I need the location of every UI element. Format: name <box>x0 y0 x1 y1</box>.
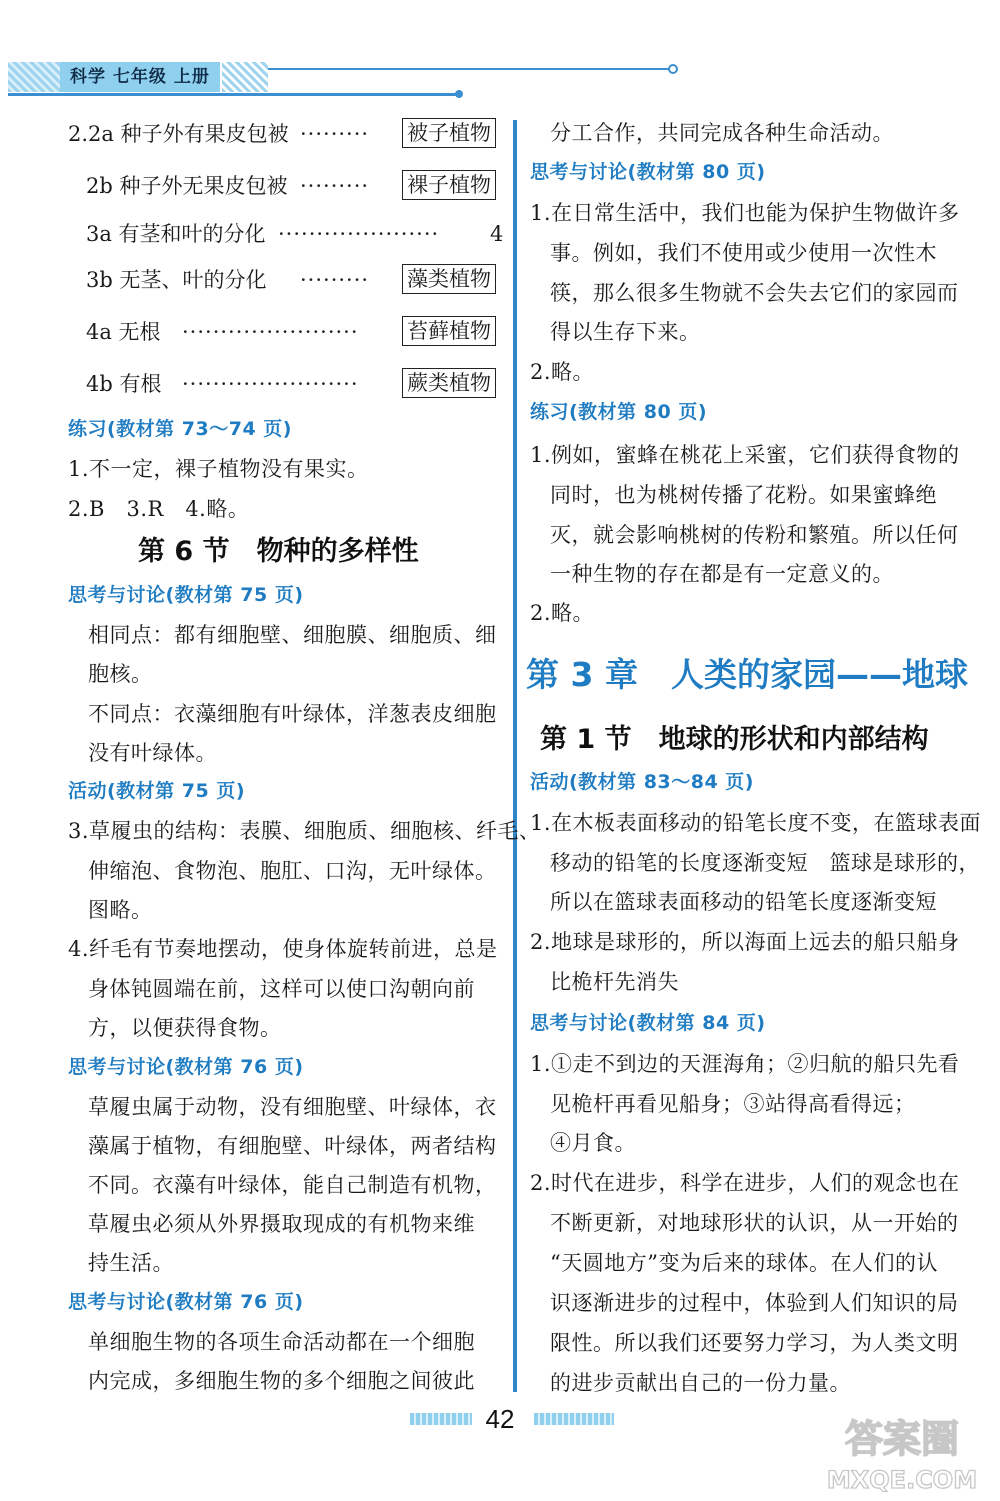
header-rule-top <box>268 68 670 70</box>
section-heading: 练习(教材第 80 页) <box>530 401 708 423</box>
section-heading: 思考与讨论(教材第 76 页) <box>68 1291 304 1313</box>
answer-line: 得以生存下来。 <box>550 320 701 344</box>
answer-line: 识逐渐进步的过程中，体验到人们知识的局 <box>550 1291 959 1315</box>
watermark-logo <box>812 1406 992 1496</box>
key-result-box: 藻类植物 <box>402 264 496 294</box>
header-decor-band <box>8 62 60 92</box>
answer-line: 2.地球是球形的，所以海面上远去的船只船身 <box>530 930 960 954</box>
answer-line: 1.不一定，裸子植物没有果实。 <box>68 457 369 481</box>
section-title: 第 6 节 物种的多样性 <box>138 536 419 567</box>
page-number: 42 <box>485 1404 515 1434</box>
key-text: 4a 无根 <box>86 320 161 344</box>
answer-line: 事。例如，我们不使用或少使用一次性木 <box>550 241 937 265</box>
answer-line: “天圆地方”变为后来的球体。在人们的认 <box>550 1251 938 1275</box>
column-divider <box>513 120 517 1392</box>
section-heading: 思考与讨论(教材第 75 页) <box>68 584 304 606</box>
section-heading: 思考与讨论(教材第 76 页) <box>68 1056 304 1078</box>
header-dot-icon <box>455 90 463 98</box>
section-heading: 活动(教材第 83～84 页) <box>530 771 754 793</box>
answer-line: 2.略。 <box>530 601 595 625</box>
key-row <box>86 264 504 296</box>
answer-line: 1.在木板表面移动的铅笔长度不变，在篮球表面 <box>530 811 982 835</box>
chapter-title: 第 3 章 人类的家园——地球 <box>526 655 968 694</box>
key-result-box: 裸子植物 <box>402 170 496 200</box>
answer-line: 比桅杆先消失 <box>550 970 679 994</box>
answer-line: 同时，也为桃树传播了花粉。如果蜜蜂绝 <box>550 483 937 507</box>
answer-line: 没有叶绿体。 <box>88 741 217 765</box>
answer-line: 筷，那么很多生物就不会失去它们的家园而 <box>550 281 959 305</box>
header-circle-icon <box>668 64 678 74</box>
answer-line: 图略。 <box>88 898 153 922</box>
answer-line: 移动的铅笔的长度逐渐变短 篮球是球形的， <box>550 851 980 875</box>
key-row <box>86 170 504 202</box>
footer-decor-right <box>534 1413 614 1425</box>
answer-line: 4.纤毛有节奏地摆动，使身体旋转前进，总是 <box>68 937 498 961</box>
watermark-line2: MXQE.COM <box>826 1466 978 1494</box>
key-result-box: 苔藓植物 <box>402 316 496 346</box>
answer-line: 3.草履虫的结构：表膜、细胞质、细胞核、纤毛、 <box>68 819 541 843</box>
key-row <box>68 118 504 150</box>
section-heading: 思考与讨论(教材第 84 页) <box>530 1012 766 1034</box>
answer-line: 持生活。 <box>88 1251 174 1275</box>
leader-dots: ········· <box>300 174 370 198</box>
section-heading: 练习(教材第 73～74 页) <box>68 418 292 440</box>
answer-line: 2.B 3.R 4.略。 <box>68 497 250 521</box>
header-decor-stripe <box>222 62 268 92</box>
answer-line: 分工合作，共同完成各种生命活动。 <box>550 121 894 145</box>
footer-decor-left <box>410 1413 472 1425</box>
section-heading: 活动(教材第 75 页) <box>68 780 246 802</box>
book-title: 科学 七年级 上册 <box>60 62 220 92</box>
key-row <box>86 368 504 400</box>
answer-line: 不断更新，对地球形状的认识，从一开始的 <box>550 1211 959 1235</box>
answer-line: 见桅杆再看见船身；③站得高看得远； <box>550 1092 916 1116</box>
page-header <box>0 56 1000 106</box>
key-result-box: 被子植物 <box>402 118 496 148</box>
answer-line: 所以在篮球表面移动的铅笔长度逐渐变短 <box>550 890 937 914</box>
section-title: 第 1 节 地球的形状和内部结构 <box>540 724 929 755</box>
answer-line: 1.例如，蜜蜂在桃花上采蜜，它们获得食物的 <box>530 443 960 467</box>
key-result-box: 蕨类植物 <box>402 368 496 398</box>
key-row <box>86 218 504 250</box>
answer-line: 草履虫必须从外界摄取现成的有机物来维 <box>88 1212 475 1236</box>
answer-line: 一种生物的存在都是有一定意义的。 <box>550 562 894 586</box>
answer-line: 1.在日常生活中，我们也能为保护生物做许多 <box>530 201 960 225</box>
answer-line: 身体钝圆端在前，这样可以使口沟朝向前 <box>88 977 475 1001</box>
answer-line: 灭，就会影响桃树的传粉和繁殖。所以任何 <box>550 523 959 547</box>
header-rule-bottom <box>8 93 460 96</box>
answer-line: 限性。所以我们还要努力学习，为人类文明 <box>550 1331 959 1355</box>
watermark-line1: 答案圈 <box>844 1417 960 1461</box>
answer-line: 草履虫属于动物，没有细胞壁、叶绿体，衣 <box>88 1095 497 1119</box>
answer-line: 的进步贡献出自己的一份力量。 <box>550 1371 851 1395</box>
key-text: 3b 无茎、叶的分化 <box>86 268 267 292</box>
answer-line: 2.略。 <box>530 360 595 384</box>
answer-line: 不同。衣藻有叶绿体，能自己制造有机物， <box>88 1173 497 1197</box>
key-text: 2b 种子外无果皮包被 <box>86 174 288 198</box>
answer-line: 藻属于植物，有细胞壁、叶绿体，两者结构 <box>88 1134 497 1158</box>
key-text: 3a 有茎和叶的分化 <box>86 222 266 246</box>
answer-line: 胞核。 <box>88 662 153 686</box>
answer-line: ④月食。 <box>550 1131 636 1155</box>
answer-line: 不同点：衣藻细胞有叶绿体，洋葱表皮细胞 <box>88 702 497 726</box>
section-heading: 思考与讨论(教材第 80 页) <box>530 161 766 183</box>
answer-line: 方，以便获得食物。 <box>88 1016 282 1040</box>
key-text: 4b 有根 <box>86 372 162 396</box>
answer-line: 1.①走不到边的天涯海角；②归航的船只先看 <box>530 1052 960 1076</box>
answer-line: 相同点：都有细胞壁、细胞膜、细胞质、细 <box>88 623 497 647</box>
leader-dots: ······················· <box>182 320 359 344</box>
key-row <box>86 316 504 348</box>
answer-line: 伸缩泡、食物泡、胞肛、口沟，无叶绿体。 <box>88 859 497 883</box>
leader-dots: ······················· <box>182 372 359 396</box>
leader-dots: ····················· <box>278 222 440 246</box>
leader-dots: ········· <box>300 268 370 292</box>
answer-line: 单细胞生物的各项生命活动都在一个细胞 <box>88 1330 475 1354</box>
answer-line: 2.时代在进步，科学在进步，人们的观念也在 <box>530 1171 960 1195</box>
answer-line: 内完成，多细胞生物的多个细胞之间彼此 <box>88 1369 475 1393</box>
key-result: 4 <box>490 222 504 246</box>
leader-dots: ········· <box>300 122 370 146</box>
key-text: 2.2a 种子外有果皮包被 <box>68 122 289 146</box>
